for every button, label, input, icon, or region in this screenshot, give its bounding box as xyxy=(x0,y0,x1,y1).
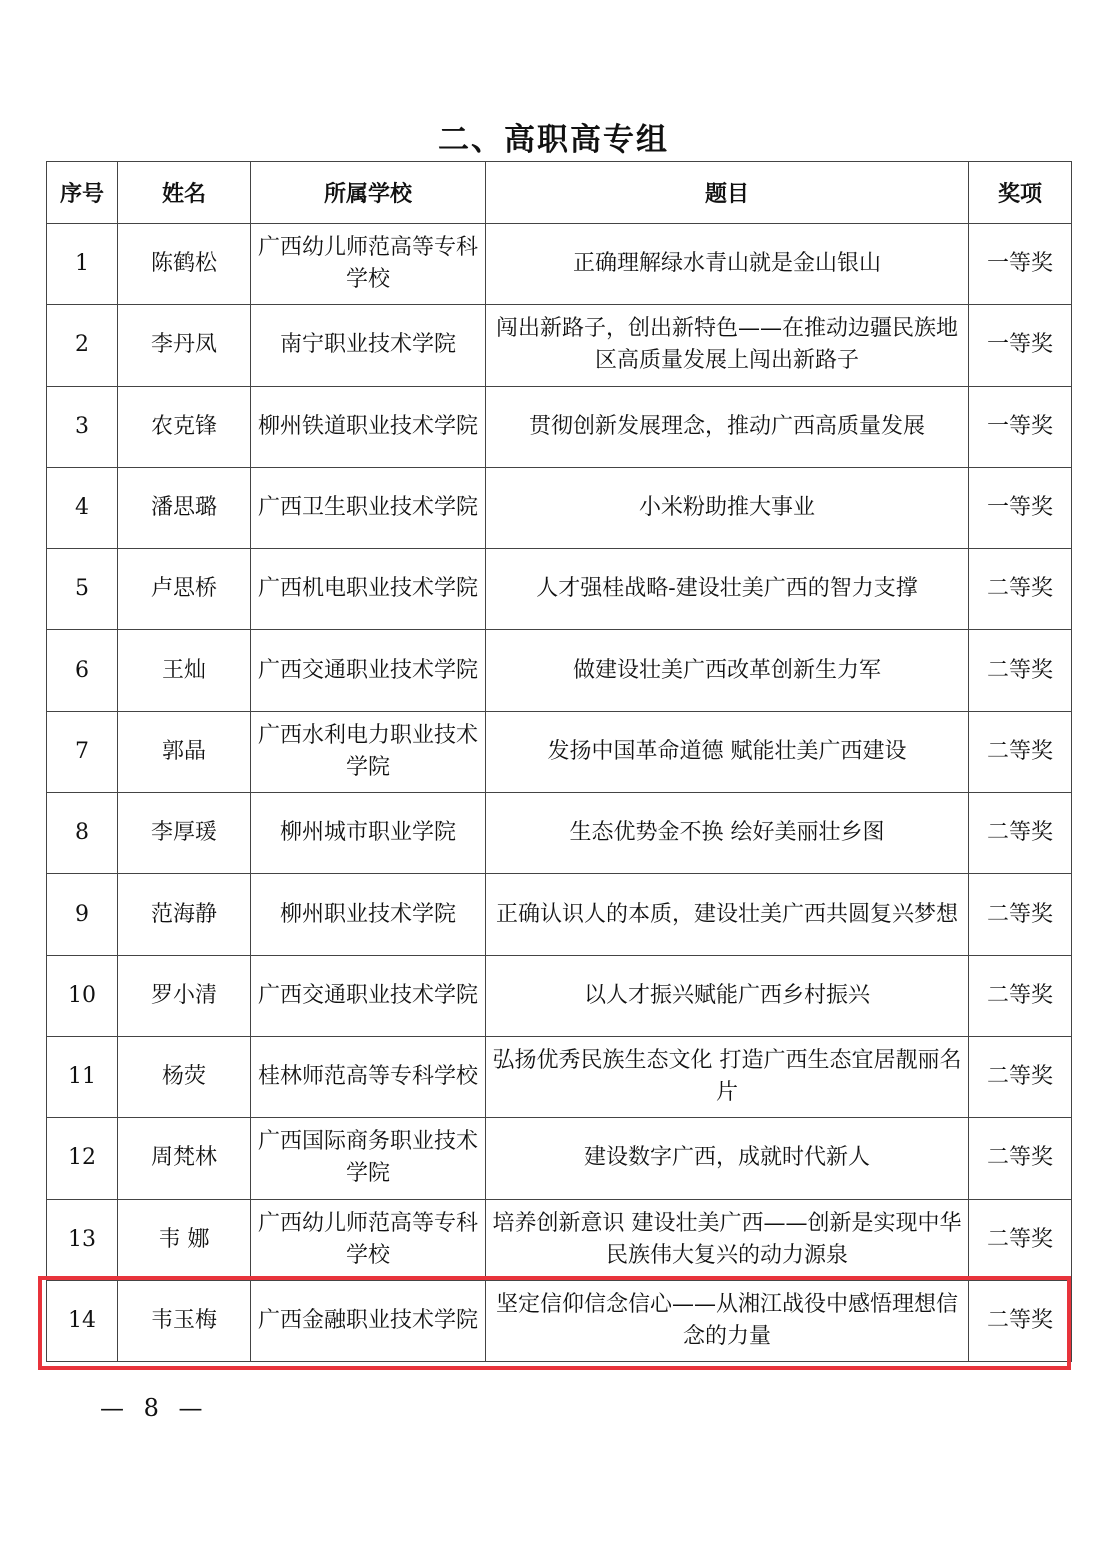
cell-school: 柳州铁道职业技术学院 xyxy=(251,386,486,467)
table-row xyxy=(47,630,1072,711)
cell-seq: 9 xyxy=(47,874,118,955)
cell-school: 广西国际商务职业技术学院 xyxy=(251,1118,486,1199)
cell-school: 广西机电职业技术学院 xyxy=(251,549,486,630)
cell-name: 韦玉梅 xyxy=(118,1280,251,1361)
cell-name: 范海静 xyxy=(118,874,251,955)
table-row xyxy=(47,1118,1072,1199)
cell-school: 桂林师范高等专科学校 xyxy=(251,1036,486,1117)
cell-prize: 二等奖 xyxy=(969,630,1072,711)
cell-seq: 12 xyxy=(47,1118,118,1199)
cell-school: 广西卫生职业技术学院 xyxy=(251,467,486,548)
cell-school: 广西金融职业技术学院 xyxy=(251,1280,486,1361)
cell-prize: 二等奖 xyxy=(969,711,1072,792)
cell-topic: 小米粉助推大事业 xyxy=(486,467,969,548)
cell-prize: 二等奖 xyxy=(969,549,1072,630)
cell-seq: 14 xyxy=(47,1280,118,1361)
cell-name: 罗小清 xyxy=(118,955,251,1036)
cell-name: 陈鹤松 xyxy=(118,224,251,305)
table-row xyxy=(47,955,1072,1036)
cell-school: 南宁职业技术学院 xyxy=(251,305,486,386)
cell-prize: 二等奖 xyxy=(969,874,1072,955)
column-header-name: 姓名 xyxy=(118,162,251,224)
cell-name: 郭晶 xyxy=(118,711,251,792)
table-row xyxy=(47,467,1072,548)
cell-topic: 以人才振兴赋能广西乡村振兴 xyxy=(486,955,969,1036)
cell-school: 广西交通职业技术学院 xyxy=(251,955,486,1036)
cell-school: 柳州职业技术学院 xyxy=(251,874,486,955)
cell-topic: 生态优势金不换 绘好美丽壮乡图 xyxy=(486,793,969,874)
table-header-row xyxy=(47,162,1072,224)
cell-name: 李丹凤 xyxy=(118,305,251,386)
cell-seq: 11 xyxy=(47,1036,118,1117)
cell-topic: 贯彻创新发展理念，推动广西高质量发展 xyxy=(486,386,969,467)
cell-seq: 4 xyxy=(47,467,118,548)
awards-table xyxy=(46,161,1072,1362)
cell-school: 广西幼儿师范高等专科学校 xyxy=(251,224,486,305)
cell-prize: 一等奖 xyxy=(969,467,1072,548)
cell-name: 卢思桥 xyxy=(118,549,251,630)
table-row xyxy=(47,1199,1072,1280)
column-header-seq: 序号 xyxy=(47,162,118,224)
table-body xyxy=(47,224,1072,1362)
cell-topic: 闯出新路子，创出新特色——在推动边疆民族地区高质量发展上闯出新路子 xyxy=(486,305,969,386)
cell-prize: 二等奖 xyxy=(969,1199,1072,1280)
cell-name: 周梵林 xyxy=(118,1118,251,1199)
cell-prize: 一等奖 xyxy=(969,386,1072,467)
table-row xyxy=(47,711,1072,792)
cell-school: 广西交通职业技术学院 xyxy=(251,630,486,711)
cell-prize: 二等奖 xyxy=(969,1118,1072,1199)
cell-topic: 正确理解绿水青山就是金山银山 xyxy=(486,224,969,305)
cell-prize: 二等奖 xyxy=(969,1280,1072,1361)
cell-name: 潘思璐 xyxy=(118,467,251,548)
cell-topic: 做建设壮美广西改革创新生力军 xyxy=(486,630,969,711)
cell-seq: 13 xyxy=(47,1199,118,1280)
table-row xyxy=(47,793,1072,874)
cell-prize: 一等奖 xyxy=(969,224,1072,305)
page-number: — 8 — xyxy=(100,1394,209,1422)
table-row xyxy=(47,305,1072,386)
cell-topic: 弘扬优秀民族生态文化 打造广西生态宜居靓丽名片 xyxy=(486,1036,969,1117)
cell-name: 王灿 xyxy=(118,630,251,711)
cell-topic: 正确认识人的本质，建设壮美广西共圆复兴梦想 xyxy=(486,874,969,955)
cell-name: 农克锋 xyxy=(118,386,251,467)
cell-topic: 人才强桂战略-建设壮美广西的智力支撑 xyxy=(486,549,969,630)
cell-seq: 7 xyxy=(47,711,118,792)
table-row xyxy=(47,874,1072,955)
cell-name: 李厚瑗 xyxy=(118,793,251,874)
cell-prize: 二等奖 xyxy=(969,793,1072,874)
cell-seq: 6 xyxy=(47,630,118,711)
cell-school: 柳州城市职业学院 xyxy=(251,793,486,874)
column-header-school: 所属学校 xyxy=(251,162,486,224)
cell-prize: 二等奖 xyxy=(969,1036,1072,1117)
column-header-prize: 奖项 xyxy=(969,162,1072,224)
cell-topic: 建设数字广西，成就时代新人 xyxy=(486,1118,969,1199)
cell-name: 韦 娜 xyxy=(118,1199,251,1280)
section-title: 二、高职高专组 xyxy=(438,122,669,158)
cell-seq: 10 xyxy=(47,955,118,1036)
cell-seq: 3 xyxy=(47,386,118,467)
cell-topic: 发扬中国革命道德 赋能壮美广西建设 xyxy=(486,711,969,792)
table-row xyxy=(47,386,1072,467)
table-row xyxy=(47,1036,1072,1117)
cell-name: 杨荧 xyxy=(118,1036,251,1117)
table-row xyxy=(47,549,1072,630)
cell-seq: 2 xyxy=(47,305,118,386)
highlight-box xyxy=(38,1276,1071,1370)
cell-seq: 8 xyxy=(47,793,118,874)
cell-seq: 1 xyxy=(47,224,118,305)
cell-topic: 坚定信仰信念信心——从湘江战役中感悟理想信念的力量 xyxy=(486,1280,969,1361)
cell-seq: 5 xyxy=(47,549,118,630)
table-row xyxy=(47,224,1072,305)
cell-school: 广西幼儿师范高等专科学校 xyxy=(251,1199,486,1280)
cell-prize: 一等奖 xyxy=(969,305,1072,386)
column-header-topic: 题目 xyxy=(486,162,969,224)
cell-prize: 二等奖 xyxy=(969,955,1072,1036)
cell-topic: 培养创新意识 建设壮美广西——创新是实现中华民族伟大复兴的动力源泉 xyxy=(486,1199,969,1280)
cell-school: 广西水利电力职业技术学院 xyxy=(251,711,486,792)
